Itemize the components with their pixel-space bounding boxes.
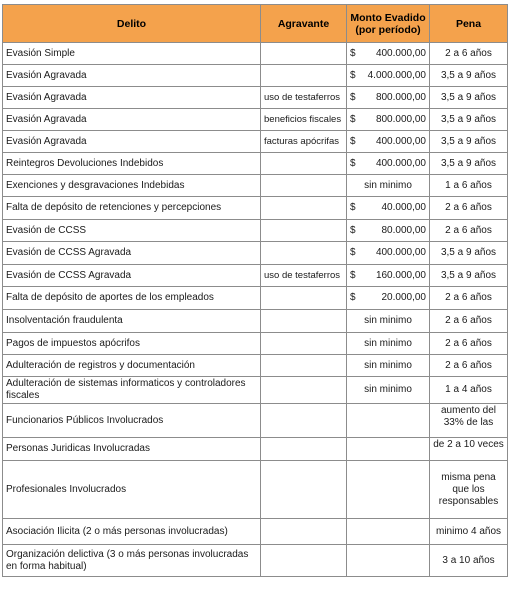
cell-monto[interactable]: sin minimo <box>347 377 430 404</box>
cell-pena[interactable]: 2 a 6 años <box>430 197 508 220</box>
currency-symbol: $ <box>350 247 356 258</box>
cell-delito[interactable]: Falta de depósito de aportes de los empleados <box>3 287 261 310</box>
cell-pena[interactable]: 3,5 a 9 años <box>430 242 508 265</box>
cell-monto[interactable] <box>347 43 430 65</box>
cell-pena[interactable]: misma pena que los responsables <box>430 461 508 519</box>
currency-symbol: $ <box>350 91 356 103</box>
cell-monto[interactable] <box>347 404 430 438</box>
cell-pena[interactable]: 1 a 6 años <box>430 175 508 197</box>
cell-delito[interactable]: Reintegros Devoluciones Indebidos <box>3 153 261 175</box>
cell-pena[interactable]: 1 a 4 años <box>430 377 508 404</box>
cell-monto[interactable] <box>347 287 430 310</box>
amount-value: 160.000,00 <box>375 269 426 281</box>
cell-agravante[interactable] <box>261 519 347 545</box>
cell-agravante[interactable] <box>261 333 347 355</box>
cell-monto[interactable] <box>347 65 430 87</box>
currency-symbol: $ <box>350 269 356 281</box>
table-row <box>3 175 508 197</box>
header-agravante[interactable]: Agravante <box>261 5 347 43</box>
cell-delito[interactable]: Evasión Agravada <box>3 87 261 109</box>
table-row <box>3 377 508 404</box>
table-row <box>3 242 508 265</box>
cell-delito[interactable]: Evasión Agravada <box>3 131 261 153</box>
cell-agravante[interactable] <box>261 287 347 310</box>
table-row <box>3 404 508 438</box>
amount-value: 20.000,00 <box>381 292 426 303</box>
cell-monto[interactable]: sin minimo <box>347 175 430 197</box>
amount-value: 40.000,00 <box>381 202 426 213</box>
cell-agravante[interactable] <box>261 175 347 197</box>
cell-delito[interactable]: Pagos de impuestos apócrifos <box>3 333 261 355</box>
table-row <box>3 65 508 87</box>
table-row <box>3 310 508 333</box>
cell-agravante[interactable]: uso de testaferros <box>261 265 347 287</box>
table-row <box>3 438 508 461</box>
cell-delito[interactable]: Evasión Agravada <box>3 65 261 87</box>
cell-delito[interactable]: Asociación Ilicita (2 o más personas involucradas) <box>3 519 261 545</box>
table-row <box>3 131 508 153</box>
table-row <box>3 109 508 131</box>
cell-pena[interactable]: 3,5 a 9 años <box>430 109 508 131</box>
cell-monto[interactable]: sin minimo <box>347 333 430 355</box>
table-row <box>3 333 508 355</box>
cell-monto[interactable] <box>347 197 430 220</box>
amount-value: 400.000,00 <box>375 47 426 59</box>
cell-monto[interactable]: sin minimo <box>347 310 430 333</box>
cell-delito[interactable]: Falta de depósito de retenciones y percepciones <box>3 197 261 220</box>
cell-agravante[interactable] <box>261 461 347 519</box>
cell-monto[interactable] <box>347 545 430 577</box>
cell-agravante[interactable]: beneficios fiscales <box>261 109 347 131</box>
cell-agravante[interactable]: uso de testaferros <box>261 87 347 109</box>
cell-delito[interactable]: Funcionarios Públicos Involucrados <box>3 404 261 438</box>
cell-delito[interactable]: Exenciones y desgravaciones Indebidas <box>3 175 261 197</box>
header-monto-line1: Monto Evadido <box>350 11 426 24</box>
cell-pena[interactable]: minimo 4 años <box>430 519 508 545</box>
table-row <box>3 461 508 519</box>
cell-agravante[interactable] <box>261 377 347 404</box>
cell-delito[interactable]: Evasión de CCSS Agravada <box>3 242 261 265</box>
cell-pena[interactable]: 3,5 a 9 años <box>430 65 508 87</box>
cell-pena[interactable]: 3,5 a 9 años <box>430 153 508 175</box>
cell-agravante[interactable] <box>261 404 347 438</box>
cell-agravante[interactable] <box>261 153 347 175</box>
cell-pena[interactable]: 2 a 6 años <box>430 220 508 242</box>
cell-agravante[interactable] <box>261 197 347 220</box>
amount-value: 400.000,00 <box>375 247 426 258</box>
cell-delito[interactable]: Evasión de CCSS Agravada <box>3 265 261 287</box>
cell-pena[interactable]: 2 a 6 años <box>430 333 508 355</box>
amount-value: 400.000,00 <box>375 135 426 147</box>
cell-monto[interactable] <box>347 242 430 265</box>
header-pena[interactable]: Pena <box>430 5 508 43</box>
cell-agravante[interactable] <box>261 310 347 333</box>
table-row <box>3 220 508 242</box>
table-row <box>3 287 508 310</box>
currency-symbol: $ <box>350 202 356 213</box>
amount-value: 800.000,00 <box>375 113 426 125</box>
table-row <box>3 265 508 287</box>
table-row <box>3 197 508 220</box>
currency-symbol: $ <box>350 135 356 147</box>
currency-symbol: $ <box>350 224 356 236</box>
table-row <box>3 545 508 577</box>
currency-symbol: $ <box>350 69 356 81</box>
table-row <box>3 87 508 109</box>
cell-agravante[interactable] <box>261 545 347 577</box>
cell-monto[interactable] <box>347 220 430 242</box>
cell-pena[interactable]: de 2 a 10 veces <box>430 438 508 461</box>
currency-symbol: $ <box>350 113 356 125</box>
table-row <box>3 355 508 377</box>
header-delito[interactable]: Delito <box>3 5 261 43</box>
cell-monto[interactable] <box>347 519 430 545</box>
table-row <box>3 43 508 65</box>
cell-delito[interactable]: Adulteración de registros y documentación <box>3 355 261 377</box>
cell-pena[interactable]: 2 a 6 años <box>430 355 508 377</box>
cell-delito[interactable]: Evasión Simple <box>3 43 261 65</box>
cell-delito[interactable]: Adulteración de sistemas informaticos y controladores fiscales <box>3 377 261 404</box>
cell-monto[interactable] <box>347 87 430 109</box>
cell-agravante[interactable] <box>261 65 347 87</box>
cell-delito[interactable]: Profesionales Involucrados <box>3 461 261 519</box>
cell-delito[interactable]: Personas Juridicas Involucradas <box>3 438 261 461</box>
amount-value: 80.000,00 <box>381 224 426 236</box>
cell-pena[interactable]: 2 a 6 años <box>430 287 508 310</box>
cell-pena[interactable]: 3,5 a 9 años <box>430 131 508 153</box>
header-row <box>3 5 508 43</box>
table-row <box>3 519 508 545</box>
cell-monto[interactable] <box>347 109 430 131</box>
cell-agravante[interactable] <box>261 220 347 242</box>
cell-monto[interactable]: sin minimo <box>347 355 430 377</box>
cell-monto[interactable] <box>347 131 430 153</box>
cell-pena[interactable]: 3,5 a 9 años <box>430 265 508 287</box>
cell-delito[interactable]: Evasión de CCSS <box>3 220 261 242</box>
cell-pena[interactable]: 3,5 a 9 años <box>430 87 508 109</box>
cell-monto[interactable] <box>347 153 430 175</box>
cell-pena[interactable]: 2 a 6 años <box>430 43 508 65</box>
cell-delito[interactable]: Organización delictiva (3 o más personas involucradas en forma habitual) <box>3 545 261 577</box>
cell-monto[interactable] <box>347 461 430 519</box>
cell-agravante[interactable] <box>261 438 347 461</box>
amount-value: 400.000,00 <box>375 157 426 169</box>
currency-symbol: $ <box>350 292 356 303</box>
currency-symbol: $ <box>350 47 356 59</box>
table-row <box>3 153 508 175</box>
cell-delito[interactable]: Evasión Agravada <box>3 109 261 131</box>
cell-pena[interactable]: 2 a 6 años <box>430 310 508 333</box>
cell-agravante[interactable]: facturas apócrifas <box>261 131 347 153</box>
penalties-table <box>2 4 508 577</box>
cell-pena[interactable]: 3 a 10 años <box>430 545 508 577</box>
amount-value: 4.000.000,00 <box>367 69 426 81</box>
cell-agravante[interactable] <box>261 355 347 377</box>
cell-pena[interactable]: aumento del 33% de las <box>430 404 508 438</box>
cell-agravante[interactable] <box>261 242 347 265</box>
currency-symbol: $ <box>350 157 356 169</box>
header-monto-line2: (por período) <box>355 23 421 36</box>
amount-value: 800.000,00 <box>375 91 426 103</box>
cell-monto[interactable] <box>347 265 430 287</box>
table-body <box>3 43 508 577</box>
header-monto[interactable] <box>347 5 430 43</box>
cell-monto[interactable] <box>347 438 430 461</box>
cell-delito[interactable]: Insolventación fraudulenta <box>3 310 261 333</box>
cell-agravante[interactable] <box>261 43 347 65</box>
